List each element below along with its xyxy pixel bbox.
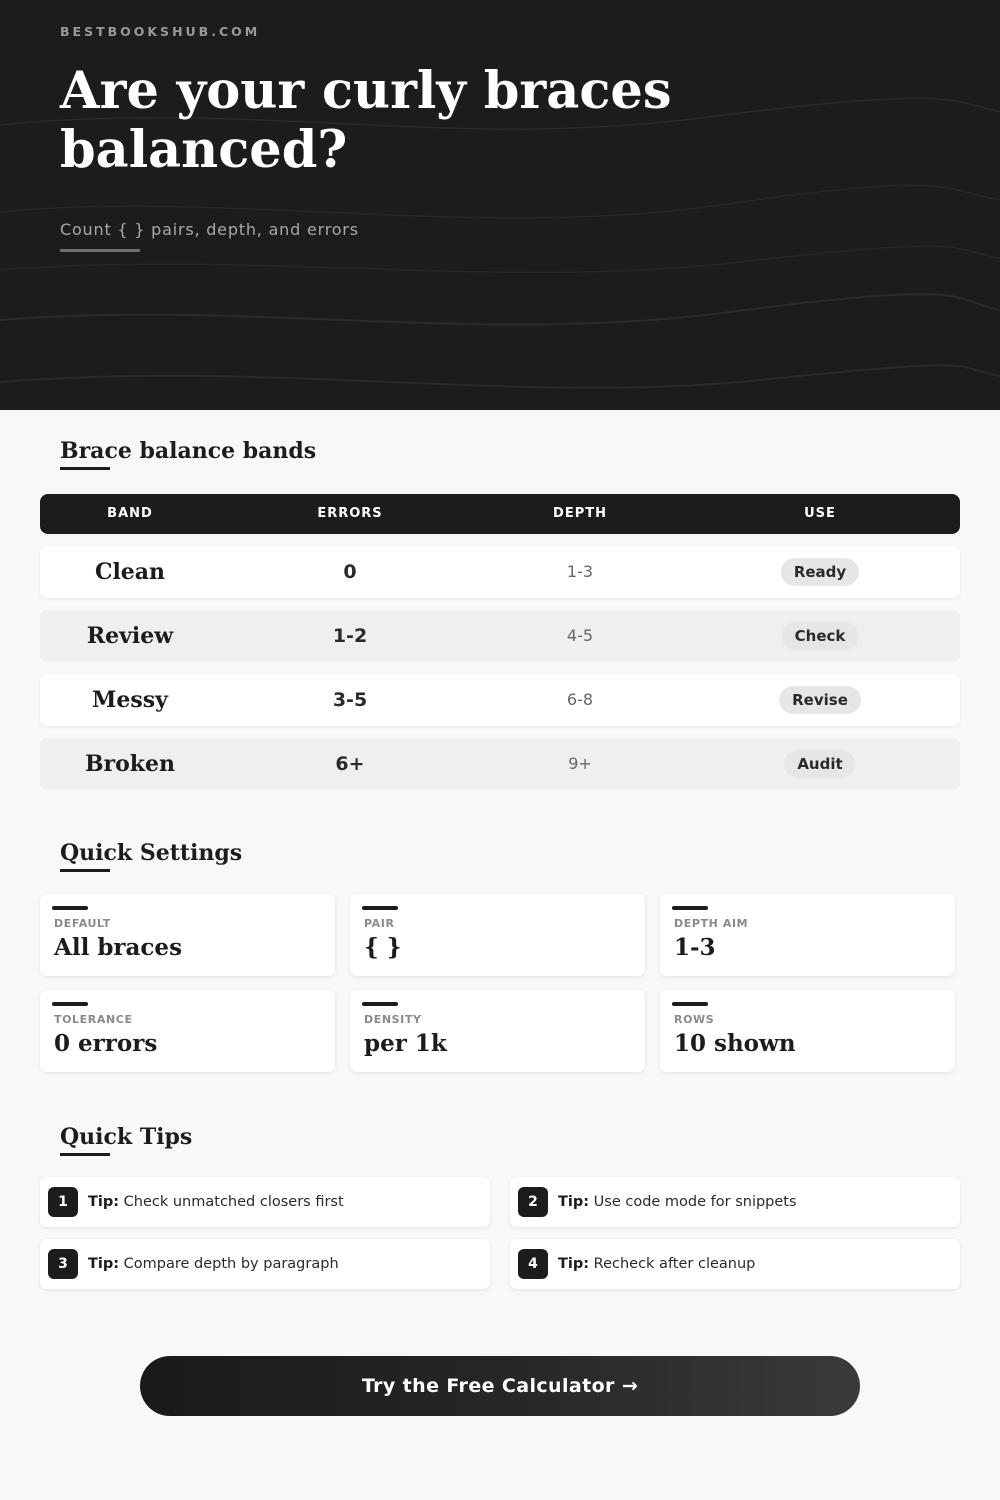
tip-prefix: Tip: — [558, 1194, 590, 1210]
tips-heading-underline — [60, 1153, 110, 1156]
band-errors: 3-5 — [332, 689, 368, 711]
setting-value: 1-3 — [674, 934, 716, 961]
column-header-errors: ERRORS — [317, 506, 383, 521]
table-row — [40, 674, 960, 726]
setting-value: 10 shown — [674, 1030, 796, 1057]
card-accent-bar — [362, 906, 398, 910]
card-accent-bar — [362, 1002, 398, 1006]
tip-body: Compare depth by paragraph — [123, 1256, 339, 1272]
tip-item — [40, 1177, 490, 1227]
setting-value: 0 errors — [54, 1030, 158, 1057]
tip-prefix: Tip: — [558, 1256, 590, 1272]
setting-card-pair — [350, 894, 645, 976]
tip-item — [40, 1239, 490, 1289]
hero-banner — [0, 0, 1000, 410]
setting-label: PAIR — [364, 917, 395, 930]
bands-heading-underline — [60, 467, 110, 470]
setting-card-rows — [660, 990, 955, 1072]
band-errors: 1-2 — [332, 625, 368, 647]
card-accent-bar — [672, 906, 708, 910]
setting-value: { } — [364, 934, 402, 961]
band-name: Broken — [84, 751, 176, 777]
band-depth: 4-5 — [566, 626, 594, 645]
tip-text — [88, 1177, 344, 1227]
site-name: BESTBOOKSHUB.COM — [60, 24, 261, 39]
card-accent-bar — [672, 1002, 708, 1006]
setting-card-tolerance — [40, 990, 335, 1072]
setting-card-depth-aim — [660, 894, 955, 976]
setting-label: DENSITY — [364, 1013, 422, 1026]
tips-heading: Quick Tips — [60, 1124, 193, 1150]
settings-heading: Quick Settings — [60, 840, 243, 866]
tip-number-badge: 3 — [48, 1249, 78, 1279]
page-subtitle: Count { } pairs, depth, and errors — [60, 220, 359, 239]
column-header-depth: DEPTH — [553, 506, 607, 521]
band-depth: 9+ — [568, 754, 592, 773]
subtitle-underline — [60, 249, 140, 252]
tip-text — [88, 1239, 339, 1289]
card-accent-bar — [52, 1002, 88, 1006]
tip-item — [510, 1239, 960, 1289]
free-calculator-button[interactable]: Try the Free Calculator → — [140, 1356, 860, 1416]
setting-value: All braces — [54, 934, 183, 961]
band-name: Review — [86, 623, 174, 649]
tip-item — [510, 1177, 960, 1227]
table-row — [40, 546, 960, 598]
settings-heading-underline — [60, 869, 110, 872]
use-badge: Ready — [781, 558, 859, 586]
card-accent-bar — [52, 906, 88, 910]
tip-body: Check unmatched closers first — [123, 1194, 344, 1210]
setting-value: per 1k — [364, 1030, 447, 1057]
setting-label: DEPTH AIM — [674, 917, 749, 930]
tip-prefix: Tip: — [88, 1256, 120, 1272]
use-badge: Revise — [779, 686, 861, 714]
column-header-band: BAND — [107, 506, 153, 521]
setting-card-density — [350, 990, 645, 1072]
table-row — [40, 738, 960, 790]
column-header-use: USE — [804, 506, 836, 521]
setting-label: ROWS — [674, 1013, 715, 1026]
band-errors: 0 — [343, 561, 357, 583]
page-title: Are your curly braces balanced? — [60, 61, 672, 180]
tip-body: Recheck after cleanup — [593, 1256, 756, 1272]
tip-text — [558, 1239, 755, 1289]
tip-number-badge: 2 — [518, 1187, 548, 1217]
tip-text — [558, 1177, 797, 1227]
use-badge: Audit — [784, 750, 855, 778]
bands-heading: Brace balance bands — [60, 438, 317, 464]
setting-card-default — [40, 894, 335, 976]
band-name: Clean — [94, 559, 166, 585]
tip-number-badge: 4 — [518, 1249, 548, 1279]
setting-label: TOLERANCE — [54, 1013, 133, 1026]
tip-prefix: Tip: — [88, 1194, 120, 1210]
tip-number-badge: 1 — [48, 1187, 78, 1217]
setting-label: DEFAULT — [54, 917, 111, 930]
band-name: Messy — [92, 687, 168, 713]
band-errors: 6+ — [335, 753, 365, 775]
use-badge: Check — [782, 622, 859, 650]
band-depth: 1-3 — [566, 562, 594, 581]
table-row — [40, 610, 960, 662]
tip-body: Use code mode for snippets — [593, 1194, 797, 1210]
band-depth: 6-8 — [566, 690, 594, 709]
table-header — [40, 494, 960, 534]
